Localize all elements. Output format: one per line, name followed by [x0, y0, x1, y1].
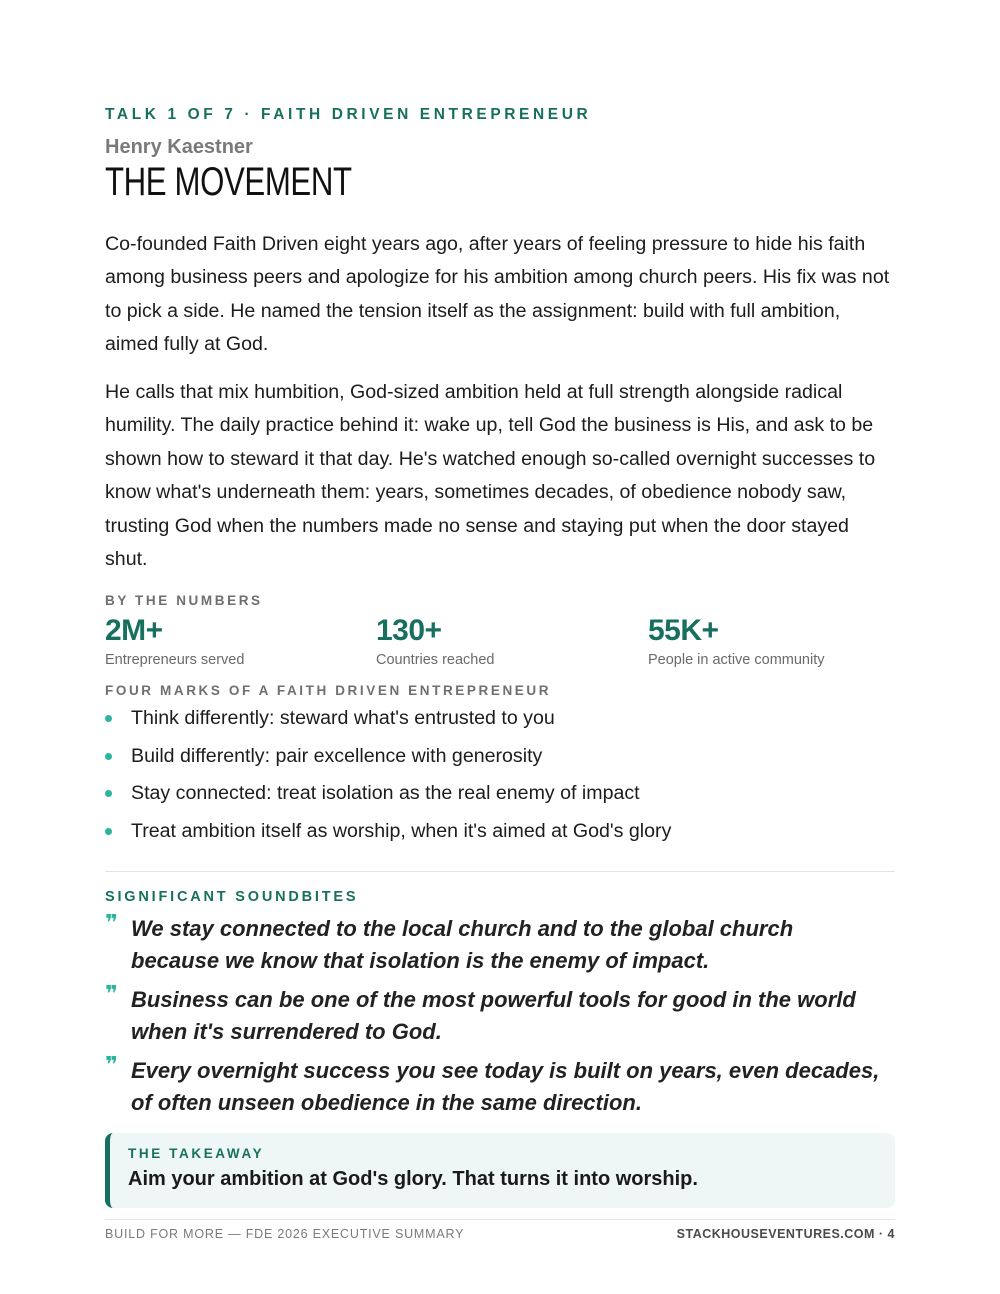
- soundbites-label: SIGNIFICANT SOUNDBITES: [105, 889, 359, 905]
- stat-description: Entrepreneurs served: [105, 652, 245, 668]
- quote-line: We stay connected to the local church and to the global church: [131, 916, 794, 941]
- marks-list: [105, 702, 895, 852]
- soundbite-quote: [105, 1055, 895, 1118]
- section-divider: [105, 871, 895, 872]
- list-item: [105, 815, 895, 853]
- takeaway-label: THE TAKEAWAY: [128, 1146, 265, 1161]
- footer-divider: [105, 1219, 895, 1220]
- soundbite-quote: [105, 913, 895, 976]
- quote-line: Every overnight success you see today is built on years, even decades,: [131, 1058, 880, 1083]
- bullet-icon: [105, 753, 112, 760]
- quote-icon: ❞: [105, 982, 118, 1007]
- page-title: THE MOVEMENT: [105, 160, 352, 204]
- quote-text: [131, 913, 895, 976]
- mark-text: Build differently: pair excellence with generosity: [131, 744, 543, 767]
- footer-document-title: BUILD FOR MORE — FDE 2026 EXECUTIVE SUMMARY: [105, 1227, 465, 1241]
- numbers-label: BY THE NUMBERS: [105, 593, 263, 608]
- speaker-name: Henry Kaestner: [105, 136, 253, 158]
- footer-site-page: STACKHOUSEVENTURES.COM · 4: [676, 1227, 895, 1241]
- stats-row: [105, 612, 895, 672]
- bullet-icon: [105, 828, 112, 835]
- stat-value: 55K+: [648, 614, 719, 647]
- mark-text: Think differently: steward what's entrusted to you: [131, 707, 555, 729]
- stat-value: 130+: [376, 614, 442, 647]
- soundbites-list: [105, 913, 895, 1126]
- stat-community: [648, 612, 908, 670]
- stat-description: People in active community: [648, 652, 825, 668]
- quote-line: Business can be one of the most powerful tools for good in the world: [131, 987, 856, 1012]
- quote-text: [131, 1055, 895, 1118]
- takeaway-text: Aim your ambition at God's glory. That turns it into worship.: [128, 1168, 698, 1190]
- marks-label: FOUR MARKS OF A FAITH DRIVEN ENTREPRENEUR: [105, 683, 552, 698]
- quote-icon: ❞: [105, 1053, 118, 1078]
- quote-line: of often unseen obedience in the same direction.: [131, 1089, 642, 1115]
- quote-line: when it's surrendered to God.: [131, 1018, 442, 1044]
- stat-entrepreneurs: [105, 612, 365, 670]
- soundbite-quote: [105, 984, 895, 1047]
- stat-description: Countries reached: [376, 652, 495, 668]
- bullet-icon: [105, 715, 112, 722]
- mark-text: Stay connected: treat isolation as the real enemy of impact: [131, 782, 640, 804]
- quote-line: because we know that isolation is the enemy of impact.: [131, 947, 710, 973]
- stat-value: 2M+: [105, 614, 163, 647]
- intro-paragraph: Co-founded Faith Driven eight years ago, after years of feeling pressure to hide his faith among business peers and apologize for his ambition among church peers. His fix was not to pick a side. He named the tension itself as the assignment: build with full ambition, aimed fully at God.: [105, 233, 890, 356]
- takeaway-box: [105, 1133, 895, 1208]
- stat-countries: [376, 612, 636, 670]
- detail-paragraph: He calls that mix humbition, God-sized ambition held at full strength alongside radical humility. The daily practice behind it: wake up, tell God the business is His, and ask to be shown how to steward it that day. He's watched enough so-called overnight successes to know what's underneath them: years, sometimes decades, of obedience nobody saw, trusting God when the numbers made no sense and staying put when the door stayed shut.: [105, 381, 876, 571]
- bullet-icon: [105, 790, 112, 797]
- talk-eyebrow: TALK 1 OF 7 · FAITH DRIVEN ENTREPRENEUR: [105, 106, 592, 123]
- list-item: [105, 702, 895, 740]
- list-item: [105, 777, 895, 815]
- mark-text: Treat ambition itself as worship, when it's aimed at God's glory: [131, 819, 672, 842]
- quote-icon: ❞: [105, 911, 118, 936]
- quote-text: [131, 984, 895, 1047]
- list-item: [105, 740, 895, 778]
